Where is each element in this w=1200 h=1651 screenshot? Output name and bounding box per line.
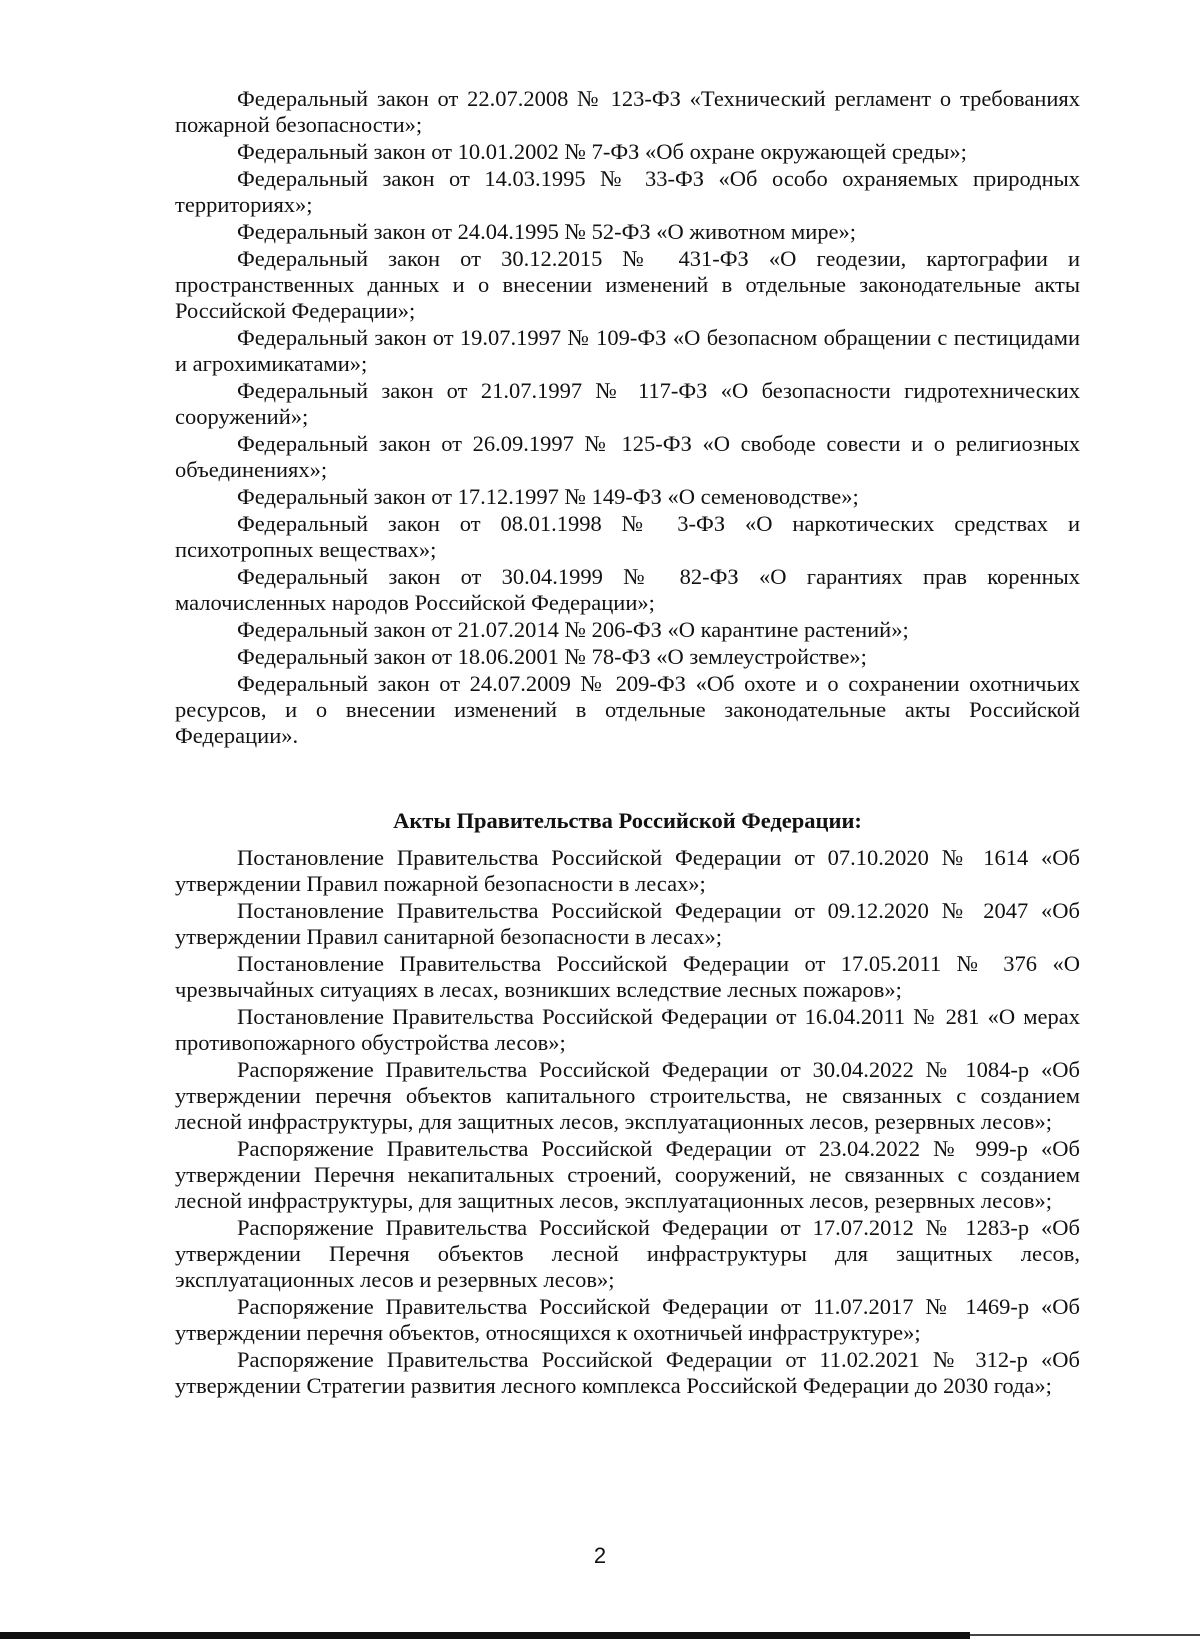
law-item: Федеральный закон от 24.07.2009 № 209-ФЗ «Об охоте и о сохранении охотничьих ресурсов, и о внесении изменений в отдельные законодательные акты Российской Федерации». (175, 671, 1080, 748)
law-item: Федеральный закон от 17.12.1997 № 149-ФЗ «О семеноводстве»; (237, 484, 859, 509)
act-item: Распоряжение Правительства Российской Федерации от 23.04.2022 № 999-р «Об утверждении Перечня некапитальных строений, сооружений, не связанных с созданием лесной инфраструктуры, для защитных лесов, эксплуатационных лесов, резервных лесов»; (175, 1136, 1080, 1213)
federal-laws-list (175, 86, 1080, 750)
law-item: Федеральный закон от 26.09.1997 № 125-ФЗ «О свободе совести и о религиозных объединениях»; (175, 431, 1080, 482)
page-number: 2 (593, 1543, 607, 1568)
section-heading: Акты Правительства Российской Федерации: (393, 808, 862, 833)
act-item: Распоряжение Правительства Российской Федерации от 11.02.2021 № 312-р «Об утверждении Стратегии развития лесного комплекса Российской Федерации до 2030 года»; (175, 1347, 1080, 1398)
law-item: Федеральный закон от 08.01.1998 № 3-ФЗ «О наркотических средствах и психотропных веществах»; (175, 511, 1080, 562)
bottom-divider (0, 1632, 970, 1639)
law-item: Федеральный закон от 24.04.1995 № 52-ФЗ «О животном мире»; (237, 219, 856, 244)
law-item: Федеральный закон от 22.07.2008 № 123-ФЗ «Технический регламент о требованиях пожарной безопасности»; (175, 86, 1080, 137)
act-item: Распоряжение Правительства Российской Федерации от 17.07.2012 № 1283-р «Об утверждении Перечня объектов лесной инфраструктуры для защитных лесов, эксплуатационных лесов и резервных лесов»; (175, 1215, 1080, 1292)
law-item: Федеральный закон от 30.12.2015 № 431-ФЗ «О геодезии, картографии и пространственных данных и о внесении изменений в отдельные законодательные акты Российской Федерации»; (175, 246, 1080, 323)
act-item: Постановление Правительства Российской Федерации от 17.05.2011 № 376 «О чрезвычайных ситуациях в лесах, возникших вследствие лесных пожаров»; (175, 951, 1080, 1002)
government-acts-list (175, 845, 1080, 1400)
law-item: Федеральный закон от 21.07.2014 № 206-ФЗ «О карантине растений»; (237, 617, 909, 642)
law-item: Федеральный закон от 10.01.2002 № 7-ФЗ «Об охране окружающей среды»; (237, 139, 967, 164)
bottom-divider-tail (970, 1634, 1200, 1636)
act-item: Распоряжение Правительства Российской Федерации от 11.07.2017 № 1469-р «Об утверждении перечня объектов, относящихся к охотничьей инфраструктуре»; (175, 1294, 1080, 1345)
law-item: Федеральный закон от 30.04.1999 № 82-ФЗ «О гарантиях прав коренных малочисленных народов Российской Федерации»; (175, 564, 1080, 615)
law-item: Федеральный закон от 14.03.1995 № 33-ФЗ «Об особо охраняемых природных территориях»; (175, 166, 1080, 217)
law-item: Федеральный закон от 19.07.1997 № 109-ФЗ «О безопасном обращении с пестицидами и агрохимикатами»; (175, 325, 1080, 376)
act-item: Постановление Правительства Российской Федерации от 16.04.2011 № 281 «О мерах противопожарного обустройства лесов»; (175, 1004, 1080, 1055)
act-item: Распоряжение Правительства Российской Федерации от 30.04.2022 № 1084-р «Об утверждении перечня объектов капитального строительства, не связанных с созданием лесной инфраструктуры, для защитных лесов, эксплуатационных лесов, резервных лесов»; (175, 1057, 1080, 1134)
law-item: Федеральный закон от 18.06.2001 № 78-ФЗ «О землеустройстве»; (237, 644, 867, 669)
act-item: Постановление Правительства Российской Федерации от 07.10.2020 № 1614 «Об утверждении Правил пожарной безопасности в лесах»; (175, 845, 1080, 896)
law-item: Федеральный закон от 21.07.1997 № 117-ФЗ «О безопасности гидротехнических сооружений»; (175, 378, 1080, 429)
act-item: Постановление Правительства Российской Федерации от 09.12.2020 № 2047 «Об утверждении Правил санитарной безопасности в лесах»; (175, 898, 1080, 949)
